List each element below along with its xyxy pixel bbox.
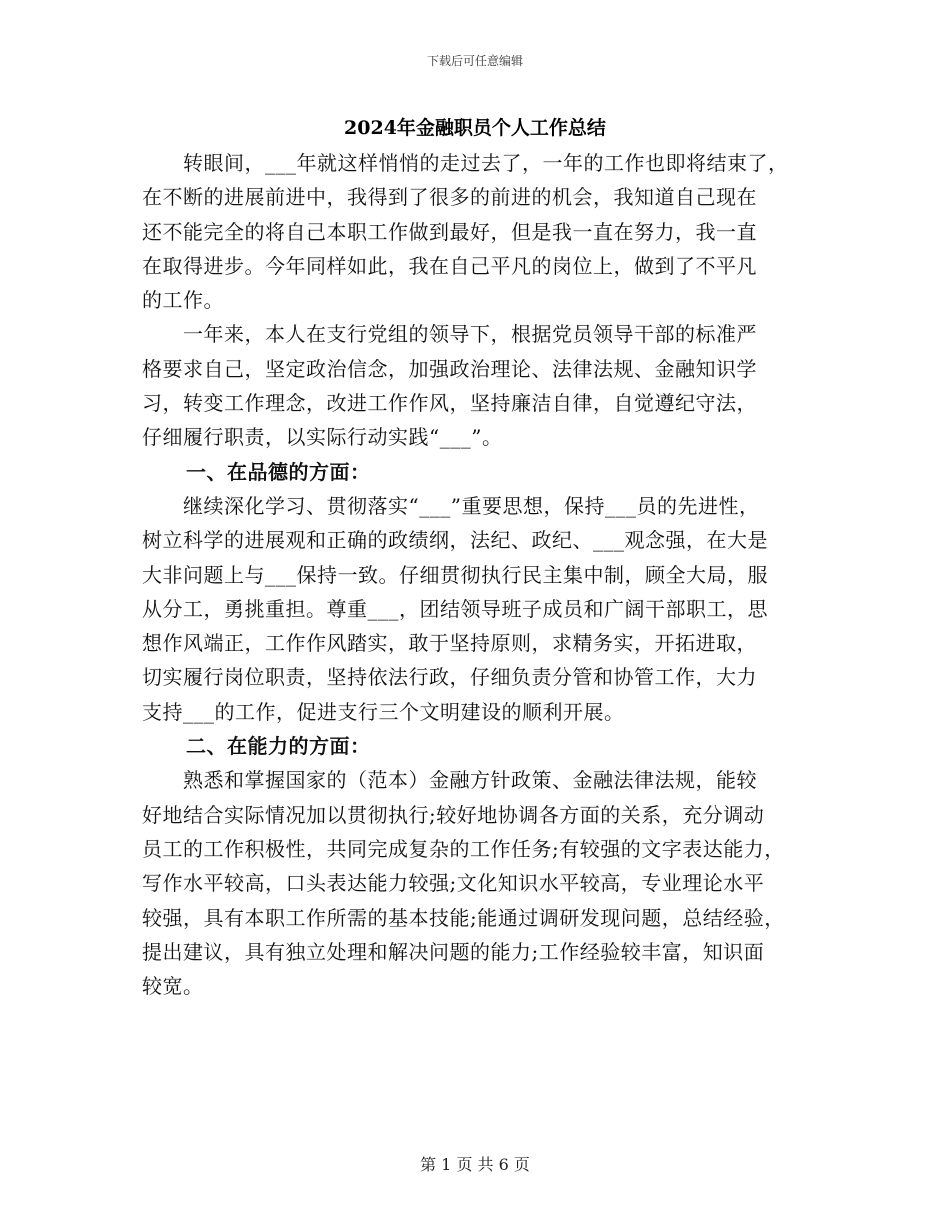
section-heading-morality: 一、在品德的方面： [186,459,371,484]
document-title: 2024年金融职员个人工作总结 [344,117,606,139]
text-line: 大非问题上与___保持一致。仔细贯彻执行民主集中制，顾全大局，服 [142,562,768,587]
text-line: 切实履行岗位职责，坚持依法行政，仔细负责分管和协管工作，大力 [142,665,757,690]
text-line: 继续深化学习、贯彻落实“___”重要思想，保持___员的先进性， [142,493,760,518]
text-line: 支持___的工作，促进支行三个文明建设的顺利开展。 [142,699,625,724]
text-line: 格要求自己，坚定政治信念，加强政治理论、法律法规、金融知识学 [142,356,757,381]
text-line: 从分工，勇挑重担。尊重___，团结领导班子成员和广阔干部职工，思 [142,596,768,621]
text-line: 较强，具有本职工作所需的基本技能;能通过调研发现问题，总结经验， [142,905,785,930]
document-body [142,146,822,1003]
text-line: 的工作。 [142,288,224,313]
text-line: 在不断的进展前进中，我得到了很多的前进的机会，我知道自己现在 [142,185,757,210]
text-line: 熟悉和掌握国家的（范本）金融方针政策、金融法律法规，能较 [142,768,757,793]
page-number-indicator: 第 1 页 共 6 页 [420,1155,530,1174]
paragraph-intro [142,146,822,317]
page-header-note: 下载后可任意编辑 [426,54,523,68]
text-line: 一年来，本人在支行党组的领导下，根据党员领导干部的标准严 [142,322,757,347]
text-line: 写作水平较高，口头表达能力较强;文化知识水平较高，专业理论水平 [142,871,765,896]
paragraph-morality [142,489,822,729]
text-line: 还不能完全的将自己本职工作做到最好，但是我一直在努力，我一直 [142,219,757,244]
text-line: 好地结合实际情况加以贯彻执行;较好地协调各方面的关系，充分调动 [142,802,765,827]
section-heading-ability: 二、在能力的方面： [186,734,371,759]
text-line: 转眼间，___年就这样悄悄的走过去了，一年的工作也即将结束了， [142,151,789,175]
text-line: 员工的工作积极性，共同完成复杂的工作任务;有较强的文字表达能力， [142,836,785,861]
text-line: 仔细履行职责，以实际行动实践“___”。 [142,425,503,450]
text-line: 习，转变工作理念，改进工作作风，坚持廉洁自律，自觉遵纪守法， [142,391,757,416]
text-line: 想作风端正，工作作风踏实，敢于坚持原则，求精务实，开拓进取， [142,631,757,656]
text-line: 树立科学的进展观和正确的政绩纲，法纪、政纪、___观念强，在大是 [142,528,768,553]
paragraph-year-review [142,317,822,454]
text-line: 较宽。 [142,974,204,999]
text-line: 在取得进步。今年同样如此，我在自己平凡的岗位上，做到了不平凡 [142,253,757,278]
paragraph-ability [142,763,822,1003]
text-line: 提出建议，具有独立处理和解决问题的能力;工作经验较丰富，知识面 [142,939,765,964]
